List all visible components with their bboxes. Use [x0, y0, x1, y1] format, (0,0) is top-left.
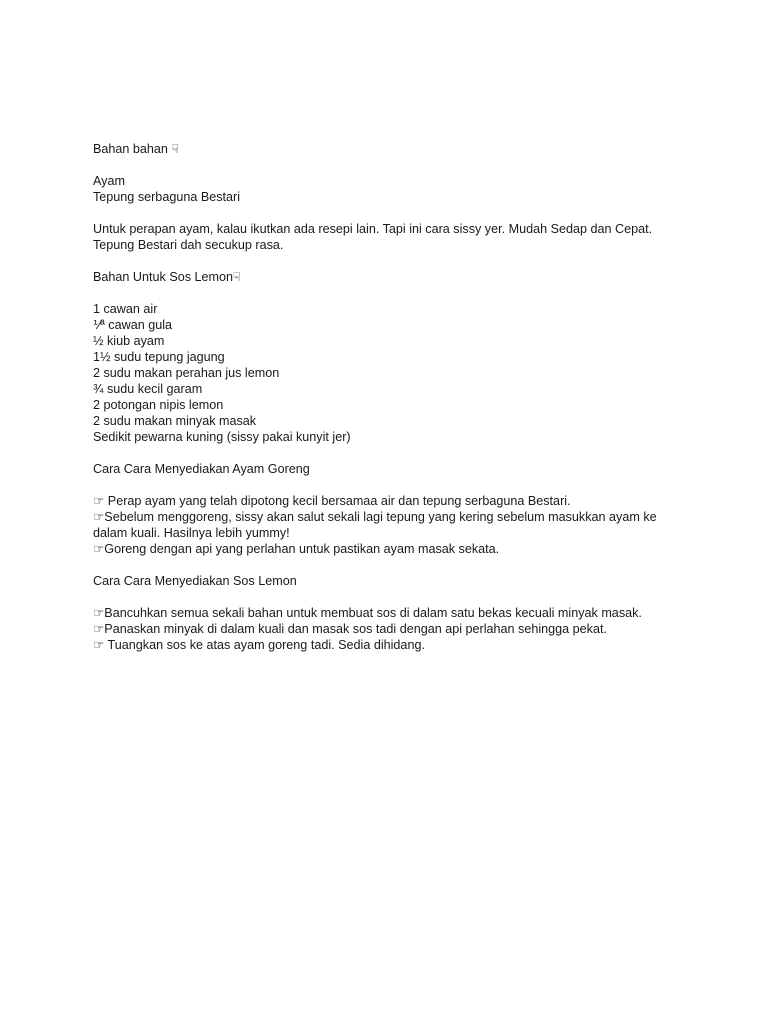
sauce-ingredient: ½ kiub ayam	[93, 334, 165, 348]
sauce-ingredient: 2 sudu makan perahan jus lemon	[93, 366, 280, 380]
sauce-ingredient: 2 sudu makan minyak masak	[93, 414, 257, 428]
sauce-step: ☞ Tuangkan sos ke atas ayam goreng tadi. Sedia dihidang.	[93, 638, 425, 652]
ingredient-flour: Tepung serbaguna Bestari	[93, 190, 241, 204]
spacer	[93, 253, 673, 269]
sauce-ingredient: 2 potongan nipis lemon	[93, 398, 224, 412]
ingredient-chicken: Ayam	[93, 174, 125, 188]
sauce-ingredient: 1½ sudu tepung jagung	[93, 350, 225, 364]
recipe-text	[93, 141, 673, 653]
spacer	[93, 157, 673, 173]
spacer	[93, 589, 673, 605]
spacer	[93, 557, 673, 573]
marinade-note: Untuk perapan ayam, kalau ikutkan ada resepi lain. Tapi ini cara sissy yer. Mudah Sedap dan Cepat. Tepung Bestari dah secukup rasa.	[93, 222, 653, 252]
sauce-ingredient: ⅟ª cawan gula	[93, 318, 173, 332]
spacer	[93, 205, 673, 221]
heading-sauce-method: Cara Cara Menyediakan Sos Lemon	[93, 574, 297, 588]
sauce-ingredient: ¾ sudu kecil garam	[93, 382, 203, 396]
sauce-ingredient: 1 cawan air	[93, 302, 158, 316]
heading-fried-chicken-method: Cara Cara Menyediakan Ayam Goreng	[93, 462, 310, 476]
chicken-step: ☞Goreng dengan api yang perlahan untuk pastikan ayam masak sekata.	[93, 542, 500, 556]
heading-sauce-ingredients: Bahan Untuk Sos Lemon☟	[93, 270, 241, 284]
chicken-step: ☞Sebelum menggoreng, sissy akan salut sekali lagi tepung yang kering sebelum masukkan ayam ke dalam kuali. Hasilnya lebih yummy!	[93, 510, 657, 540]
sauce-step: ☞Bancuhkan semua sekali bahan untuk membuat sos di dalam satu bekas kecuali minyak masak.	[93, 606, 642, 620]
sauce-ingredient: Sedikit pewarna kuning (sissy pakai kunyit jer)	[93, 430, 351, 444]
spacer	[93, 445, 673, 461]
chicken-step: ☞ Perap ayam yang telah dipotong kecil bersamaa air dan tepung serbaguna Bestari.	[93, 494, 571, 508]
heading-ingredients: Bahan bahan ☟	[93, 142, 180, 156]
spacer	[93, 285, 673, 301]
spacer	[93, 477, 673, 493]
sauce-step: ☞Panaskan minyak di dalam kuali dan masak sos tadi dengan api perlahan sehingga pekat.	[93, 622, 607, 636]
